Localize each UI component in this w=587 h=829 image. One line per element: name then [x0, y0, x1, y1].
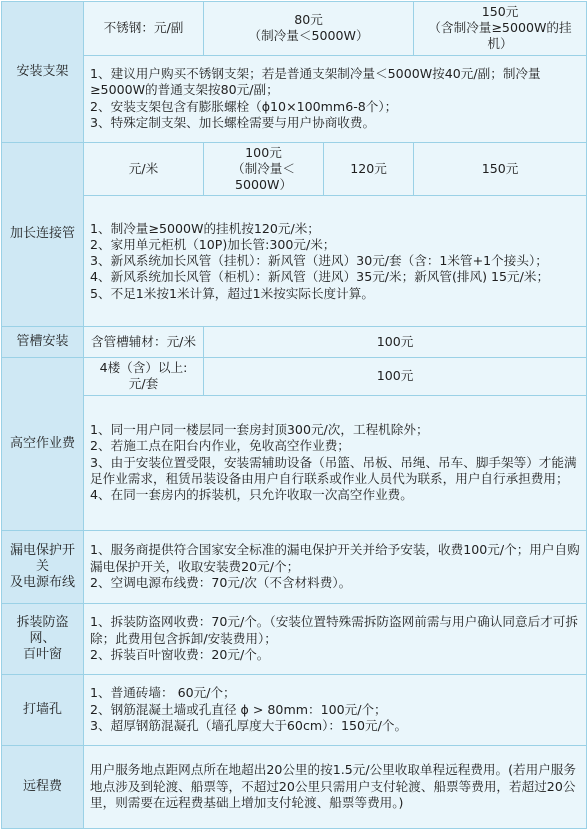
- note-line: 2、安装支架包含有膨胀螺栓（ϕ10×100mm6-8个）；: [90, 98, 398, 114]
- note-line: 2、钢筋混凝土墙或孔直径 ϕ > 80mm：100元/个；: [90, 701, 387, 717]
- extension-notes: [84, 196, 587, 327]
- bracket-notes: [84, 55, 587, 142]
- note-line: 5、不足1米按1米计算，超过1米按实际长度计算。: [90, 285, 374, 301]
- extension-price-a: [204, 142, 324, 196]
- high-notes: [84, 395, 587, 530]
- high-price-row: [2, 358, 587, 395]
- bracket-price-head: 不锈钢：元/副: [84, 2, 204, 56]
- fee-table: [1, 1, 587, 829]
- high-label: 高空作业费: [2, 358, 84, 530]
- extension-label: 加长连接管: [2, 142, 84, 327]
- note-line: 3、由于安装位置受限，安装需辅助设备（吊篮、吊板、吊绳、吊车、脚手架等）才能满足作业需求，租赁吊装设备由用户自行联系或作业人员代为联系，用户自行承担费用；: [90, 454, 577, 486]
- extension-price-a-cond: （制冷量＜5000W）: [232, 160, 295, 193]
- note-line: 2、空调电源布线费：70元/次（不含材料费）。: [90, 574, 352, 590]
- note-line: 1、普通砖墙： 60元/个；: [90, 685, 236, 701]
- bracket-label: 安装支架: [2, 2, 84, 143]
- extension-price-c: 150元: [414, 142, 587, 196]
- high-price: 100元: [204, 358, 587, 395]
- hole-row: [2, 674, 587, 745]
- leakage-notes: [84, 530, 587, 603]
- duct-label: 管槽安装: [2, 327, 84, 358]
- bracket-notes-row: [2, 55, 587, 142]
- bracket-price-b-value: 150元: [481, 4, 519, 19]
- hole-label: 打墙孔: [2, 674, 84, 745]
- note-line: 4、在同一套房内的拆装机，只允许收取一次高空作业费。: [90, 486, 413, 502]
- bracket-price-b-cond: （含制冷量≥5000W的挂机）: [428, 20, 572, 52]
- duct-price: 100元: [204, 327, 587, 358]
- high-price-head-line: 4楼（含）以上:: [99, 360, 188, 376]
- high-price-head: [84, 358, 204, 395]
- duct-row: [2, 327, 587, 358]
- remote-label: 远程费: [2, 745, 84, 828]
- note-line: 1、拆装防盗网收费：70元/个。（安装位置特殊需拆防盗网前需与用户确认同意后才可拆除；此费用包含拆卸/安装费用）；: [90, 614, 578, 646]
- note-line: 1、同一用户同一楼层同一套房封顶300元/次，工程机除外；: [90, 422, 429, 438]
- hole-notes: [84, 674, 587, 745]
- note-line: 3、特殊定制支架、加长螺栓需要与用户协商收费。: [90, 114, 376, 130]
- note-line: 1、建议用户购买不锈钢支架；若是普通支架制冷量＜5000W按40元/副；制冷量≥5000W的普通支架按80元/副；: [90, 66, 541, 98]
- bracket-price-a: [204, 2, 414, 56]
- note-line: 2、若施工点在阳台内作业，免收高空作业费；: [90, 438, 350, 454]
- note-line: 2、家用单元柜机（10P)加长管:300元/米；: [90, 236, 336, 252]
- guard-label: [2, 603, 84, 674]
- high-price-head-line: 元/套: [128, 376, 159, 392]
- leakage-label-line: 漏电保护开关: [9, 542, 75, 574]
- leakage-row: [2, 530, 587, 603]
- note-line: 3、新风系统加长风管（挂机）：新风管（进风）30元/套（含：1米管+1个接头）；: [90, 253, 548, 269]
- bracket-price-a-value: 80元: [294, 12, 323, 28]
- note-line: 1、服务商提供符合国家安全标准的漏电保护开关并给予安装，收费100元/个；用户自购漏电保护开关，收取安装费20元/个；: [90, 542, 580, 574]
- extension-price-a-value: 100元: [245, 144, 282, 160]
- leakage-label: [2, 530, 84, 603]
- bracket-price-row: [2, 2, 587, 56]
- leakage-label-line: 及电源布线: [9, 574, 75, 590]
- fee-sheet: [1, 1, 586, 810]
- guard-label-line: 拆装防盗网、: [16, 614, 69, 646]
- note-line: 1、制冷量≥5000W的挂机按120元/米；: [90, 220, 320, 236]
- guard-label-line: 百叶窗: [22, 646, 62, 662]
- extension-price-b: 120元: [324, 142, 414, 196]
- extension-notes-row: [2, 196, 587, 327]
- duct-price-head: 含管槽辅材：元/米: [84, 327, 204, 358]
- bracket-price-b: [414, 2, 587, 56]
- guard-row: [2, 603, 587, 674]
- note-line: 4、新风系统加长风管（柜机）：新风管（进风）35元/米；新风管(排风) 15元/米；: [90, 269, 550, 285]
- high-notes-row: [2, 395, 587, 530]
- bracket-price-a-cond: （制冷量＜5000W）: [248, 28, 369, 44]
- extension-price-row: [2, 142, 587, 196]
- guard-notes: [84, 603, 587, 674]
- note-line: 3、超厚钢筋混凝孔（墙孔厚度大于60cm）：150元/个。: [90, 717, 408, 733]
- note-line: 用户服务地点距网点所在地超出20公里的按1.5元/公里收取单程远程费用。(若用户服务地点涉及到轮渡、船票等，不超过20公里只需用户支付轮渡、船票等费用，若超过20公里，则需要在远程费基础上增加支付轮渡、船票等费用。): [90, 762, 576, 810]
- extension-price-head: 元/米: [84, 142, 204, 196]
- note-line: 2、拆装百叶窗收费：20元/个。: [90, 646, 270, 662]
